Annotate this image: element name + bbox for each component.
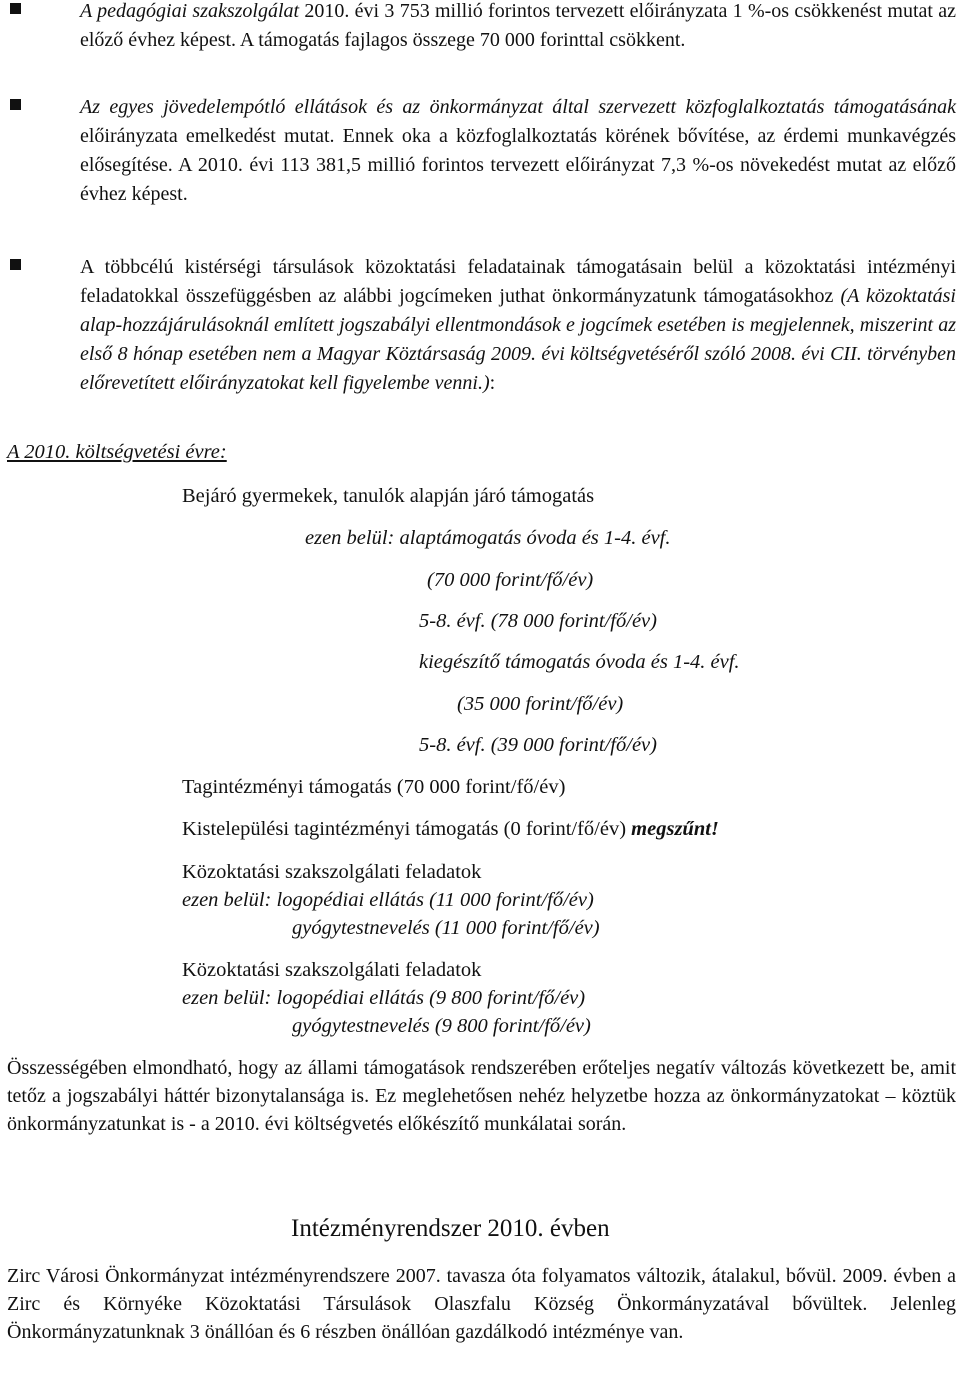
bullet-item-kozfoglalkoztatas xyxy=(80,93,956,209)
bullet-text-italic: A pedagógiai szakszolgálat xyxy=(80,0,300,22)
item-bejaro-kieg-amount: (35 000 forint/fő/év) xyxy=(457,693,624,715)
square-bullet-icon xyxy=(10,99,21,110)
item-szak2-title: Közoktatási szakszolgálati feladatok xyxy=(182,959,482,981)
item-szak1-gyogy: gyógytestnevelés (11 000 forint/fő/év) xyxy=(292,917,600,939)
bullet-text: : xyxy=(489,372,496,394)
item-szak2-gyogy: gyógytestnevelés (9 800 forint/fő/év) xyxy=(292,1015,591,1037)
bullet-item-pedagogiai xyxy=(80,0,956,55)
item-szak1-logo: ezen belül: logopédiai ellátás (11 000 forint/fő/év) xyxy=(182,889,594,911)
item-bejaro: Bejáró gyermekek, tanulók alapján járó támogatás xyxy=(182,485,595,507)
budget-heading: A 2010. költségvetési évre: xyxy=(7,441,227,463)
bullet-text: 2010. évi 3 753 millió forintos tervezett előirányzata 1 %-os csökkenést mutat az előző évhez képest. A támogatás fajlagos összege 70 000 forinttal csökkent. xyxy=(80,0,956,51)
item-bejaro-alap-58: 5-8. évf. (78 000 forint/fő/év) xyxy=(419,610,657,632)
section-paragraph: Zirc Városi Önkormányzat intézményrendszere 2007. tavasza óta folyamatos változik, átalakul, bővül. 2009. évben a Zirc és Környéke Közoktatási Társulások Olaszfalu Község Önkormányzatával bővültek. Jelenleg Önkormányzatunknak 3 önállóan és 6 részben önállóan gazdálkodó intézménye van. xyxy=(7,1265,956,1343)
item-bejaro-kieg: kiegészítő támogatás óvoda és 1-4. évf. xyxy=(419,651,740,673)
square-bullet-icon xyxy=(10,259,21,270)
bullet-text: előirányzata emelkedést mutat. Ennek oka a közfoglalkoztatás körének bővítése, az érdemi munkavégzés elősegítése. A 2010. évi 113 381,5 millió forintos tervezett előirányzat 7,3 %-os növekedést mutat az előző évhez képest. xyxy=(80,125,956,205)
item-kistelepulesi: Kistelepülési tagintézményi támogatás (0 forint/fő/év) megszűnt! xyxy=(182,818,719,840)
item-szak1-title: Közoktatási szakszolgálati feladatok xyxy=(182,861,482,883)
bullet-text: A többcélú kistérségi társulások közoktatási feladatainak támogatásain belül a közoktatási intézményi feladatokkal összefüggésben az alábbi jogcímeken juthat önkormányzatunk támogatásokhoz xyxy=(80,256,956,307)
bullet-text-italic: (A közoktatási alap-hozzájárulásoknál említett jogszabályi ellentmondások e jogcímek esetében is megjelennek, miszerint az első 8 hónap esetében nem a Magyar Köztársaság 2009. évi költségvetéséről szóló 2008. évi CII. törvényben előrevetített előirányzatokat kell figyelembe venni.) xyxy=(80,285,956,394)
item-szak2-logo: ezen belül: logopédiai ellátás (9 800 forint/fő/év) xyxy=(182,987,586,1009)
item-bejaro-alap-amount: (70 000 forint/fő/év) xyxy=(427,569,594,591)
summary-paragraph: Összességében elmondható, hogy az állami támogatások rendszerében erőteljes negatív változás következett be, amit tetőz a jogszabályi háttér bizonytalansága is. Ez meglehetősen nehéz helyzetbe hozza az önkormányzatokat – köztük önkormányzatunkat is - a 2010. évi költségvetés előkészítő munkálatai során. xyxy=(7,1057,956,1135)
item-tagintezmenyi: Tagintézményi támogatás (70 000 forint/fő/év) xyxy=(182,776,566,798)
item-bejaro-alap: ezen belül: alaptámogatás óvoda és 1-4. évf. xyxy=(305,527,671,549)
bullet-text-italic: Az egyes jövedelempótló ellátások és az önkormányzat által szervezett közfoglalkoztatás támogatásának xyxy=(80,96,956,118)
section-heading: Intézményrendszer 2010. évben xyxy=(291,1215,610,1242)
item-bejaro-kieg-58: 5-8. évf. (39 000 forint/fő/év) xyxy=(419,734,657,756)
megszunt-note: megszűnt! xyxy=(631,818,719,840)
square-bullet-icon xyxy=(10,3,21,14)
bullet-item-kisterseg xyxy=(80,253,956,398)
